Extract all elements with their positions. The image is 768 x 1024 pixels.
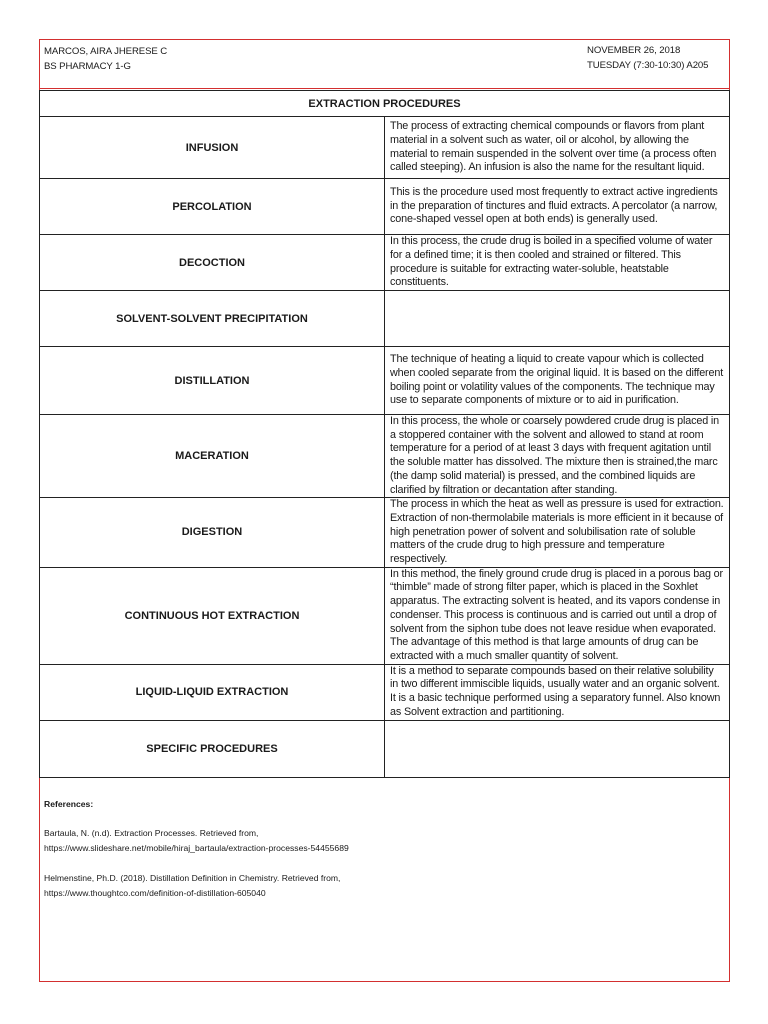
term-cell: SPECIFIC PROCEDURES bbox=[40, 720, 385, 777]
date: NOVEMBER 26, 2018 bbox=[587, 45, 681, 56]
header-divider bbox=[39, 88, 730, 89]
references bbox=[44, 797, 714, 901]
table-row bbox=[40, 415, 730, 498]
table-row bbox=[40, 720, 730, 777]
term-cell: INFUSION bbox=[40, 117, 385, 179]
term-cell: LIQUID-LIQUID EXTRACTION bbox=[40, 664, 385, 720]
header-left bbox=[44, 44, 167, 74]
term-cell: DECOCTION bbox=[40, 235, 385, 291]
table-row bbox=[40, 179, 730, 235]
description-cell: In this process, the whole or coarsely powdered crude drug is placed in a stoppered container with the solvent and allowed to stand at room temperature for a period of at least 3 days with frequent agitation until the soluble matter has dissolved. The mixture then is strained,the marc (the damp solid material) is pressed, and the combined liquids are clarified by filtration or decantation after standing. bbox=[385, 415, 730, 498]
description-cell bbox=[385, 291, 730, 347]
term-cell: MACERATION bbox=[40, 415, 385, 498]
term-cell: DIGESTION bbox=[40, 498, 385, 568]
table-row bbox=[40, 235, 730, 291]
description-cell: In this method, the finely ground crude drug is placed in a porous bag or “thimble” made of strong filter paper, which is placed in the Soxhlet apparatus. The extracting solvent is heated, and its vapors condense in condenser. This process is continuous and is carried out until a drop of solvent from the siphon tube does not leave residue when evaporated. The advantage of this method is that large amounts of drug can be extracted with a much smaller quantity of solvent. bbox=[385, 567, 730, 664]
table-row bbox=[40, 567, 730, 664]
student-name: MARCOS, AIRA JHERESE C bbox=[44, 46, 168, 57]
schedule: TUESDAY (7:30-10:30) A205 bbox=[587, 60, 709, 71]
extraction-table bbox=[39, 90, 730, 778]
description-cell: The process of extracting chemical compounds or flavors from plant material in a solvent such as water, oil or alcohol, by allowing the material to remain suspended in the solvent over time (a process often called steeping). An infusion is also the name for the resultant liquid. bbox=[385, 117, 730, 179]
reference-text: Bartaula, N. (n.d). Extraction Processes. Retrieved from, bbox=[44, 828, 259, 838]
table-title: EXTRACTION PROCEDURES bbox=[40, 91, 730, 117]
description-cell: It is a method to separate compounds based on their relative solubility in two different immiscible liquids, usually water and an organic solvent. It is a basic technique performed using a separatory funnel. Also known as Solvent extraction and partitioning. bbox=[385, 664, 730, 720]
term-cell: PERCOLATION bbox=[40, 179, 385, 235]
description-cell: In this process, the crude drug is boiled in a specified volume of water for a defined time; it is then cooled and strained or filtered. This procedure is suitable for extracting water-soluble, heatstable constituents. bbox=[385, 235, 730, 291]
description-cell: This is the procedure used most frequently to extract active ingredients in the preparation of tinctures and fluid extracts. A percolator (a narrow, cone-shaped vessel open at both ends) is generally used. bbox=[385, 179, 730, 235]
description-cell bbox=[385, 720, 730, 777]
table-row bbox=[40, 664, 730, 720]
table-row bbox=[40, 291, 730, 347]
description-cell: The technique of heating a liquid to create vapour which is collected when cooled separate from the original liquid. It is based on the different boiling point or volatility values of the components. The technique may use to separate components of mixture or to aid in purification. bbox=[385, 347, 730, 415]
table-row bbox=[40, 498, 730, 568]
program: BS PHARMACY 1-G bbox=[44, 61, 131, 72]
references-heading: References: bbox=[44, 799, 94, 809]
reference-text: Helmenstine, Ph.D. (2018). Distillation Definition in Chemistry. Retrieved from, bbox=[44, 873, 341, 883]
header-right bbox=[587, 43, 708, 73]
table-row bbox=[40, 347, 730, 415]
reference-link[interactable]: https://www.thoughtco.com/definition-of-distillation-605040 bbox=[44, 888, 266, 898]
term-cell: DISTILLATION bbox=[40, 347, 385, 415]
table-row bbox=[40, 117, 730, 179]
reference-link[interactable]: https://www.slideshare.net/mobile/hiraj_bartaula/extraction-processes-54455689 bbox=[44, 843, 349, 853]
description-cell: The process in which the heat as well as pressure is used for extraction. Extraction of non-thermolabile materials is more efficient in it because of high penetration power of solvent and solubilisation rate of soluble matters of the crude drug to high pressure and temperature respectively. bbox=[385, 498, 730, 568]
term-cell: SOLVENT-SOLVENT PRECIPITATION bbox=[40, 291, 385, 347]
term-cell: CONTINUOUS HOT EXTRACTION bbox=[40, 567, 385, 664]
